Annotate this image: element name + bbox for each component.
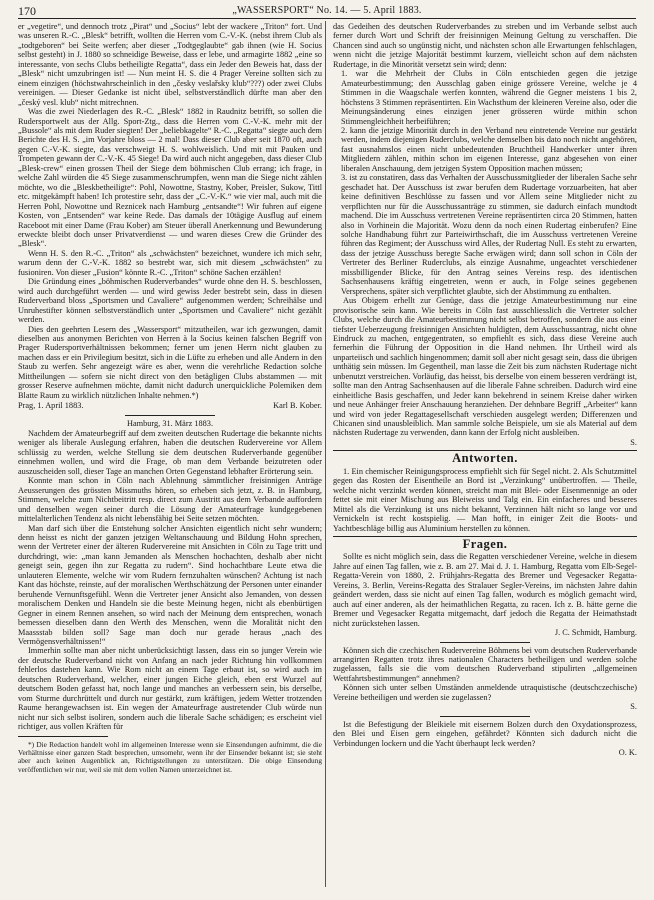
page-number: 170 — [18, 4, 36, 18]
article-separator — [125, 415, 215, 416]
fragen-signature: S. — [630, 702, 637, 712]
article-signature: S. — [630, 437, 637, 447]
fragen-paragraph: Können sich unter selben Umständen anmeldende utraquistische (deutschczechische) Vereine betheiligen und werden sie zugelassen? — [333, 683, 637, 702]
footnote: *) Die Redaction handelt wohl im allgemeinen Interesse wenn sie Einsendungen aufnimmt, die die Verhältnisse einer ganzen Stadt besprechen, umsomehr, wenn ihr der Einsender bekannt ist; sie steht aber auch keinen Augenblick an, Richtigstellungen zu unterstützen. Die obige Einsendung veröffentlichen wir nur, weil sie mit dem vollen Namen unterzeichnet ist. — [18, 739, 322, 774]
question-separator — [440, 642, 530, 643]
header-rule — [18, 18, 636, 19]
hamburg-continued-paragraph: das Gedeihen des deutschen Ruderverbandes zu streben und im Verbande selbst auch ferner durch Wort und Schrift der freisinnigen Meinung Geltung zu verschaffen. Die Chancen sind auch so ungünstig nicht, und nächsten schon alle Erwartungen fehlschlagen, wenn nicht die jetzige Majorität bestimmt kurzem, vielleicht schon auf dem nächsten Rudertage, in die Minorität versetzt sein wird; denn: — [333, 22, 637, 69]
footnote-rule — [18, 736, 108, 737]
fragen-paragraph: Ist die Befestigung der Bleikiele mit eisernem Bolzen durch den Oxydationsprozess, den Blei und Eisen gern eingehen, gefährdet? Könnten sich dadurch nicht die Verbindungen lockern und die Yacht überhaupt leck werden? — [333, 719, 637, 748]
section-title-fragen: Fragen. — [462, 537, 508, 552]
left-column — [18, 22, 322, 892]
kober-paragraph: Wenn H. S. den R.-C. „Triton“ als „schwächsten“ bezeichnet, wundere ich mich sehr, warum denn der C.-V.-K. 1882 so bestrebt war, sich mit diesem „schwächsten“ zu fusioniren. Von dieser „Fusion“ könnte R.-C. „Triton“ schöne Sachen erzählen! — [18, 248, 322, 277]
signature-place: Prag, 1. April 1883. — [18, 401, 84, 411]
hamburg-paragraph: Immerhin sollte man aber nicht unberücksichtigt lassen, dass ein so junger Verein wie der deutsche Ruderverband nicht von Anfang an nach jeder Richtung hin vollkommen fehlerlos dastehen kann. Wie Rom nicht an einem Tage erbaut ist, so wird auch im deutschen Ruderverband, welcher, einer jungen Eiche gleich, eben erst Wurzel auf deutschem Boden gefasst hat, noch lange und manches an verbessern sein, bis derselbe, vom Sturme durchrüttelt und durch nur gestärkt, zum kräftigen, jedem Wetter trotzenden Raume herangewachsen ist. Ein wegen der Amateurfrage austretender Club würde nun nicht nur sich selbst isoliren, sondern auch die liberale Sache schädigen; es erscheint viel richtiger, aus vollen Kräften für — [18, 646, 322, 732]
section-title-antworten: Antworten. — [452, 451, 518, 466]
numbered-item: 2. kann die jetzige Minorität durch in den Verband neu eintretende Vereine nur gestärkt werden, indem diejenigen Ruderclubs, welche demselben bis dato noch nicht angehören, fast ausnahmslos einen nicht unbedeutenden Bruchtheil Handwerker unter ihren Mitgliedern zählen, mithin schon im eigenen Interesse, ganz abgesehen von einer liberalen Anschauung, dem jetzigen System Opposition machen müssen; — [341, 125, 637, 173]
fragen-paragraph: Können sich die czechischen Rudervereine Böhmens bei vom deutschen Ruderverbande arrangirten Regatten trotz ihres nationalen Characters betheiligen und werden solche zugelassen, falls sie die vom deutschen Ruderverband stipulirten „allgemeinen Wettfahrtsbestimmungen“ annehmen? — [333, 645, 637, 683]
running-title: „WASSERSPORT“ No. 14. — 5. April 1883. — [232, 5, 422, 16]
signature-name: Karl B. Kober. — [273, 401, 322, 411]
hamburg-tail-paragraph: Aus Obigem erhellt zur Genüge, dass die jetzige Amateurbestimmung nur eine provisorische sein kann. Wie bereits in Cöln fast ausschliesslich die Vertreter solcher Clubs, welche durch die Amateurbestimmung nicht selbst betroffen, sondern die aus einer tiefster Ueberzeugung freisinnigen Ansichten huldigten, dem Ausschussantrag, nicht ohne Eindruck zu machen, entgegentraten, so empfiehlt es sich, dass diese Vereine auch fernerhin die Führung der Opposition in die Hand nehmen. Ihr Urtheil wird als unparteiisch und sachlich hingenommen; damit soll aber nicht gesagt sein, dass die übrigen unthätig sein müssen. Im Gegentheil, man lasse die Zeit bis zum nächsten Rudertage nicht unbenutzt verstreichen. Vorläufig, das heisst, bis derselbe von einem besseren verdrängt ist, sollte man den Antrag Sachsenhausen auf die liberale Fahne schreiben. Dadurch wird eine einheitliche Basis geschaffen, und Jeder kann bekehrend in seinem Kreise daher wirken und neue Anhänger freier Anschauung heranziehen. Der dehnbare Begriff „Arbeiter“ kann und wird von jeder Regattagesellschaft verschieden ausgelegt werden; Differenzen und Chicanen sind unausbleiblich. Man sammle solche Beispiele, um sie als Material auf dem nächsten Rudertage zu verwenden, dann kann der Erfolg nicht ausbleiben. — [333, 296, 637, 438]
kober-paragraph: er „vegetire“, und dennoch trotz „Pirat“ und „Socius“ lebt der wackere „Triton“ fort. Und was unseren R.-C. „Blesk“ betrifft, wollten die Herren vom C.-V.-K. (nebst ihrem Club als „todtgeboren“ bei Seite werfen; aber dieser „Todtgeglaubte“ gab ihnen (wie H. Socius selbst gesteht) in J. 1880 so schneidige Beweise, dass er lebe, und armagirte 1882 „eine so interessante, von sechs Clubs betheiligte Regatta“, dass ein Jeder den Beweis hat, dass der „Blesk“ nicht umzubringen ist! — Nun meint H. S. die 4 Prager Vereine sollten sich zu einem einzigen (höchstwahrscheinlich in den „česky veslařsky klub“???) oder zwei Clubs vereinigen. — Dieser Gedanke ist nicht übel, selbstverständlich dürfte man aber den „český vesl. klub“ nicht mitrechnen. — [18, 22, 322, 107]
fragen-signature: O. K. — [618, 748, 637, 758]
numbered-item: 3. ist zu constatiren, dass das Verhalten der Ausschussmitglieder der liberalen Sache sehr geschadet hat. Der Ausschuss ist zwar berufen dem Rudertage vorzuarbeiten, hat aber keine definitiven Beschlüsse zu fassen und vor Allem seine Mitglieder nicht zu verpflichten nur für die Ausschussanträge zu stimmen, sie dadurch einfach mundtodt machend. Die im Ausschuss vertretenen Vereine repräsentirten circa 20 Stimmen, hatten also in Vorhinein die Majorität. Wozu denn da noch einen Rudertag einberufen? Eine solche Handhabung führt zur Parteiwirthschaft, die im Ausschuss vertretenen Vereine führen das Regiment; der Ausschuss wird Alles, der Rudertag Null. Es steht zu erwarten, dass der jetzige Ausschuss beregte Sache erwägen wird; dann soll schon in Cöln der Vertreter des Berliner Ruderclubs, als einzige Ausnahme, ungeachtet verschiedener missbilligender Blicke, für den Antrag seines Vereins resp. des identischen Sachsenhausens kräftig eingetreten, wenn er auch, in Folge seines gegebenen Versprechens, später sich verpflichtet glaubte, sich der Abstimmung zu enthalten. — [341, 173, 637, 296]
fragen-paragraph: Sollte es nicht möglich sein, dass die Regatten verschiedener Vereine, welche in diesem Jahre auf einen Tag fallen, wie z. B. am 27. Mai d. J. 1. Hamburg, Regatta vom Elb-Segel-Regatta-Verein von 1880, 2. Frühjahrs-Regatta des Bremer und Vegesacker Regatta-Vereins, 3. Berlin, Vereins-Regatta des Stralauer Segler-Vereins, im nächsten Jahre dahin geändert werden, dass sie nicht auf einen Tag fallen, wodurch es möglich gemacht wird, auch auf einer anderen, als der heimathlichen Regatta, zu racen. Ich z. B. hätte gerne die Bremer und Vegesacker Regatta mitgemacht, darf jedoch die Regatta der Heimathstadt nicht zurückstehen lassen. — [333, 552, 637, 628]
kober-paragraph: Was die zwei Niederlagen des R.-C. „Blesk“ 1882 in Raudnitz betrifft, so sollen die Rudersportwelt aus der Allg. Sport-Ztg., dass die Herren vom C.-V.-K. mehr mit der „Bussole“ als mit dem Ruder siegten! Der „beliebkagelte“ R.-C. „Regatta“ siegte auch dem Berichte des H. S. „im Vorjahre bloss — 2 mal! Dass dieser Club aber seit 1870 oft, auch gegen C.-V.-K. siegte, das verschweigt H. S. wohlweislich. Und mit mit Pauken und Trompeten gewann der C.-V.-K. 45 Siege! Da wird auch nicht angegeben, dass dieser Club „Blesk-crew“ einen grossen Theil der Siege dem böhmischen Club errang; ich frage, in welche Zahl würden die 45 Siege zusammenschrumpfen, wenn man die Siege nicht zählen möchte, wo die „Bleskbetheiligte“: Pohl, Nowottne, Stastny, Kober, Preisler, Sukow, Tittl etc. mitgekämpft haben! Ich protestire sehr, dass der „C.-V.-K.“ wie vier mal, auch mit die Herren Pohl, Nowottne und Reznicek nach Hamburg „entsandte“! Wir fuhren auf eigene Kosten, von „Entsenden“ war keine Rede. Das damals der 10tägige Ausflug auf einem Raceboot mit einer Dame (Frau Kober) am Steuer überall Anerkennung und Bewunderung erweckte bleibt doch unser Privatverdienst — und waren dieses Crew die Gründer des „Blesk“. — [18, 107, 322, 249]
hamburg-paragraph: Konnte man schon in Cöln nach Ablehnung sämmtlicher freisinnigen Anträge Aeusserungen des grössten Missmuths hören, so erheben sich jetzt, z. B. in Hamburg, Stimmen, welche zum Nichtbeitritt resp. direct zum Austritt aus dem Verbande auffordern und denselben wegen seiner durch die Lösung der Amateurfrage kundgegebenen mittelalterlichen Tendenz als nicht lebensfähig bei Seite setzen möchten. — [18, 476, 322, 524]
page-header — [18, 4, 636, 18]
kober-paragraph: Die Gründung eines „böhmischen Ruderverbandes“ wurde ohne den H. S. beschlossen, wird auch durchgeführt werden — und wird gewiss Jeder bestrebt sein, dass in diesen Ruderverband bloss „Sportsmen und Cavaliere“ aufgenommen werden; Schreihälse und Unruhestifter können selbstverständlich unter „Sportsmen und Cavaliere“ nicht gezählt werden. — [18, 277, 322, 325]
kober-signature — [18, 401, 322, 410]
hamburg-paragraph: Man darf sich über die Entstehung solcher Ansichten eigentlich nicht sehr wundern; denn heisst es nicht der ganzen jetzigen Weltanschauung und Bildung Hohn sprechen, wenn der Vertreter einer der älteren Rudervereine mit Ansichten in Cöln zu Tage tritt und durchdringt, wie: „man kann Jemanden als Menschen hochachten, deshalb aber nicht geneigt sein, gegen ihn zur Regatta zu rudern“. Sind hochachtbare Leute etwa die unlauteren Elemente, welche wir vom Rudern fernzuhalten wünschen? Achtung ist nach Kant das höchste, reinste, auf der moralischen Werthschätzung der Personen unter einander beruhende Vernunftsgefühl. Wenn die Vertreter jener Ansicht also Jemanden, von dessen moralischem Denken und Handeln sie die beste Meinung hegen, nicht als ebenbürtigen Gegner in einem Rennen ansehen, so wird nach der Meinung dem entsprechen, wonach bemessen dieselben dann den Werth des Menschen, wenn die Moralität nicht den Maassstab bilden soll? Sage man doch nur gerade heraus „nach des Vermögensverhältnissen!“ — [18, 523, 322, 646]
question-separator — [440, 716, 530, 717]
column-divider — [325, 21, 326, 887]
hamburg-paragraph: Nachdem der Amateurbegriff auf dem zweiten deutschen Rudertage die bekannte nichts weniger als liberale Auslegung erfahren, haben die deutschen Rudervereine vor Allem schlüssig zu werden, welche Stellung sie dem deutschen Ruderverbande gegenüber einnehmen wollen, und wird die Frage, ob man dem Verbande beizutreten oder auszuscheiden soll, dieser Tage an manchen Orten Gegenstand lebhafter Erörterung sein. — [18, 429, 322, 476]
fragen-signature: J. C. Schmidt, Hamburg. — [554, 628, 637, 638]
right-column — [333, 22, 637, 892]
numbered-item: 1. war die Mehrheit der Clubs in Cöln entschieden gegen die jetzige Amateurbestimmung; den Ausschlag gaben einige grössere Vereine, welche je 4 Stimmen in die Waagschale werfen konnten, während die Gegner meistens 1 bis 2, höchstens 3 Stimmen repräsentirten. Ein Wachsthum der kleineren Vereine also, oder die Meinungsänderung eines einzigen jener grösseren würde mithin schon Stimmengleichheit herbeiführen; — [341, 69, 637, 126]
kober-paragraph: Dies den geehrten Lesern des „Wassersport“ mitzutheilen, war ich gezwungen, damit dieselben aus anonymen Berichten von Herren à la Socius keinen falschen Begriff von Prager Rudersportverhältnissen bekommen; ferner um jenen Herrn nicht glauben zu machen dass er ein Privilegium besitzt, sich in die Lüfte zu erheben und alle Andern in den Staub zu werfen. Sehr angezeigt wäre es aber, wenn die verehrliche Redaction solche Mittheilungen — sofern sie nicht direct von den betägligen Clubs abstammen — mit grosser Reserve aufnehmen möchte, damit nicht dadurch unerquickliche Polemiken dem Blatte Raum zu wirklich nützlichen Inhalte nehmen.*) — [18, 324, 322, 400]
antworten-paragraph: 1. Ein chemischer Reinigungsprocess empfiehlt sich für Segel nicht. 2. Als Schutzmittel gegen das Rosten der Eisentheile an Bord ist „Verzinkung“ unübertroffen. — Theile, welche nicht verzinkt werden können, streicht man mit Blei- oder Eisenmennige an oder fettet sie mit einer Mischung aus Bleiweiss und Talg ein. Ein einfacheres und besseres Mittel als die Verzinkung ist uns nicht bekannt, Verzinnen hält nicht so lange vor und Vernickeln ist recht kostspielig. — Man hofft, in einiger Zeit die Boots- und Yachtbeschläge billig aus Aluminium herstellen zu können. — [333, 466, 637, 533]
dateline: Hamburg, 31. März 1883. — [126, 418, 214, 428]
